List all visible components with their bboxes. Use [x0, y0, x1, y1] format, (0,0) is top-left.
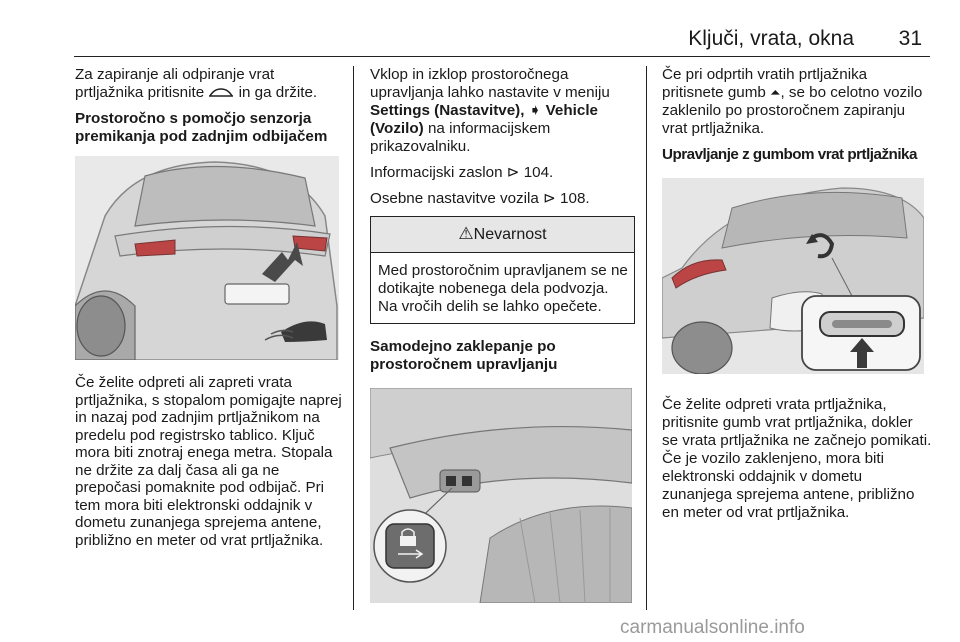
- autolock-heading: Samodejno zaklepanje po prostoročnem upravljanju: [370, 338, 558, 373]
- page-title: Ključi, vrata, okna: [688, 27, 854, 50]
- rear-bumper-sensor-illustration: [75, 156, 339, 360]
- settings-paragraph: Vklop in izklop prostoročnega upravljanja lahko nastavite v meniju Settings (Nastavitve), ➧ Vehicle (Vozilo) na informacijskem prikazovalniku.: [370, 66, 610, 155]
- intro-paragraph: Za zapiranje ali odpiranje vrat prtljažnika pritisnite in ga držite.: [75, 66, 318, 101]
- page-ref-icon: ⊳: [506, 164, 520, 181]
- lock-button-icon: ⏶: [770, 85, 781, 100]
- page-number: 31: [898, 27, 922, 50]
- column-divider-2: [646, 66, 647, 610]
- tailgate-lock-button-illustration: [370, 388, 632, 603]
- tailgate-button-heading: Upravljanje z gumbom vrat prtljažnika: [662, 146, 917, 163]
- tailgate-button-body: Če želite odpreti vrata prtljažnika, pritisnite gumb vrat prtljažnika, dokler se vrata prtljažnika ne začnejo pomikati. Če je vozilo zaklenjeno, mora biti elektronski oddajnik v dometu zunanjega sprejema antene, približno en meter od vrat prtljažnika.: [662, 396, 932, 521]
- tailgate-key-icon: [208, 87, 234, 99]
- column-right: [662, 66, 932, 530]
- handsfree-body: Če želite odpreti ali zapreti vrata prtljažnika, s stopalom pomigajte naprej in nazaj pod zadnjim prtljažnikom na predelu pod registrsko tablico. Ključ mora biti znotraj enega metra. Stopala ne držite za dalj časa ali ga ne prepočasi pomaknite pod odbijač. Pri tem mora biti elektronski oddajnik v dometu zunanjega sprejema antene, približno en meter od vrat prtljažnika.: [75, 374, 342, 549]
- warning-triangle-icon: ⚠: [458, 224, 474, 243]
- tailgate-interior-drawing: [370, 388, 632, 603]
- info-display-ref: Informacijski zaslon ⊳ 104.: [370, 164, 554, 181]
- warning-body: Med prostoročnim upravljanem se ne dotikajte nobenega dela podvozja. Na vročih delih se lahko opečete.: [378, 262, 628, 315]
- car-rear-button-drawing: [662, 178, 924, 374]
- handsfree-heading: Prostoročno s pomočjo senzorja premikanja pod zadnjim odbijačem: [75, 110, 328, 145]
- header-rule: [74, 56, 930, 57]
- column-left: [75, 66, 343, 557]
- tailgate-button-illustration: [662, 178, 924, 374]
- page-header: [74, 27, 930, 53]
- watermark: carmanualsonline.info: [620, 617, 805, 638]
- vehicle-menu-label: Vehicle (Vozilo): [370, 102, 598, 137]
- warning-header: ⚠Nevarnost: [371, 217, 634, 253]
- danger-warning-box: [370, 216, 635, 324]
- column-divider-1: [353, 66, 354, 610]
- car-rear-drawing: [75, 156, 339, 360]
- page-ref-icon: ⊳: [543, 190, 556, 207]
- arrow-icon: ➧: [528, 102, 546, 119]
- autolock-paragraph: Če pri odprtih vratih prtljažnika pritisnete gumb ⏶, se bo celotno vozilo zaklenilo po prostoročnem zapiranju vrat prtljažnika.: [662, 66, 923, 137]
- vehicle-settings-ref: Osebne nastavitve vozila ⊳ 108.: [370, 190, 590, 207]
- settings-menu-label: Settings (Nastavitve): [370, 102, 521, 119]
- column-middle: [370, 66, 635, 603]
